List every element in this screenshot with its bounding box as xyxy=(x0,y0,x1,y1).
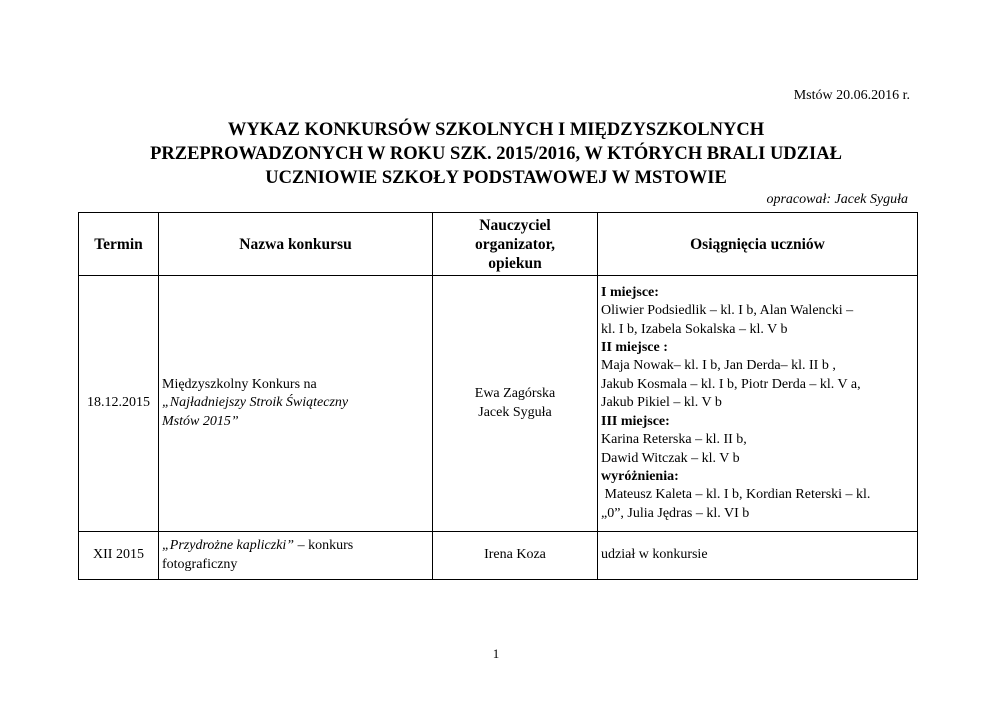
nazwa-italic-2: Mstów 2015” xyxy=(162,413,239,429)
nazwa-italic: „Przydrożne kapliczki” xyxy=(162,538,295,554)
header-nauczyciel-line-3: opiekun xyxy=(488,254,542,272)
table-header-row xyxy=(79,213,918,276)
second-place-line: Jakub Pikiel – kl. V b xyxy=(601,395,722,411)
document-title xyxy=(0,118,992,190)
title-line-1: WYKAZ KONKURSÓW SZKOLNYCH I MIĘDZYSZKOLNYCH xyxy=(227,120,765,140)
page-number: 1 xyxy=(492,646,500,661)
third-place-line: Karina Reterska – kl. II b, xyxy=(601,432,747,448)
first-place-line: Oliwier Podsiedlik – kl. I b, Alan Walencki – xyxy=(601,303,854,319)
third-place-label: III miejsce: xyxy=(601,413,670,429)
second-place-line: Maja Nowak– kl. I b, Jan Derda– kl. II b , xyxy=(601,358,836,374)
document-date: Mstów 20.06.2016 r. xyxy=(793,88,910,103)
competitions-table xyxy=(78,212,918,580)
table-row xyxy=(79,276,918,532)
header-termin: Termin xyxy=(79,213,159,276)
first-place-label: I miejsce: xyxy=(601,284,659,300)
nazwa-line-1 xyxy=(162,537,429,555)
author-note: opracował: Jacek Syguła xyxy=(766,192,908,207)
nazwa-rest: – konkurs xyxy=(294,538,354,554)
header-osiagniecia: Osiągnięcia uczniów xyxy=(598,213,918,276)
nazwa-italic-1: „Najładniejszy Stroik Świąteczny xyxy=(162,395,349,411)
cell-nazwa xyxy=(159,276,433,532)
cell-osiagniecia xyxy=(598,276,918,532)
first-place-line: kl. I b, Izabela Sokalska – kl. V b xyxy=(601,321,788,337)
nazwa-plain: Międzyszkolny Konkurs na xyxy=(162,376,317,392)
header-nauczyciel xyxy=(433,213,598,276)
table-row xyxy=(79,532,918,580)
header-nazwa: Nazwa konkursu xyxy=(159,213,433,276)
header-nauczyciel-line-1: Nauczyciel xyxy=(479,216,551,234)
header-nauczyciel-line-2: organizator, xyxy=(475,235,555,253)
teacher-1: Ewa Zagórska xyxy=(474,386,556,402)
nazwa-line-2: fotograficzny xyxy=(162,556,238,572)
title-line-3: UCZNIOWIE SZKOŁY PODSTAWOWEJ W MSTOWIE xyxy=(265,168,727,188)
title-line-2: PRZEPROWADZONYCH W ROKU SZK. 2015/2016, W KTÓRYCH BRALI UDZIAŁ xyxy=(150,144,842,164)
cell-osiagniecia: udział w konkursie xyxy=(598,532,918,580)
honors-line: „0”, Julia Jędras – kl. VI b xyxy=(601,505,750,521)
cell-nauczyciel: Irena Koza xyxy=(433,532,598,580)
second-place-line: Jakub Kosmala – kl. I b, Piotr Derda – kl. V a, xyxy=(601,376,861,392)
cell-nazwa xyxy=(159,532,433,580)
cell-nauczyciel xyxy=(433,276,598,532)
third-place-line: Dawid Witczak – kl. V b xyxy=(601,450,740,466)
second-place-label: II miejsce : xyxy=(601,340,668,356)
honors-line: Mateusz Kaleta – kl. I b, Kordian Reterski – kl. xyxy=(601,487,871,503)
teacher-2: Jacek Syguła xyxy=(478,404,552,420)
cell-termin: XII 2015 xyxy=(79,532,159,580)
cell-termin: 18.12.2015 xyxy=(79,276,159,532)
honors-label: wyróżnienia: xyxy=(601,468,679,484)
